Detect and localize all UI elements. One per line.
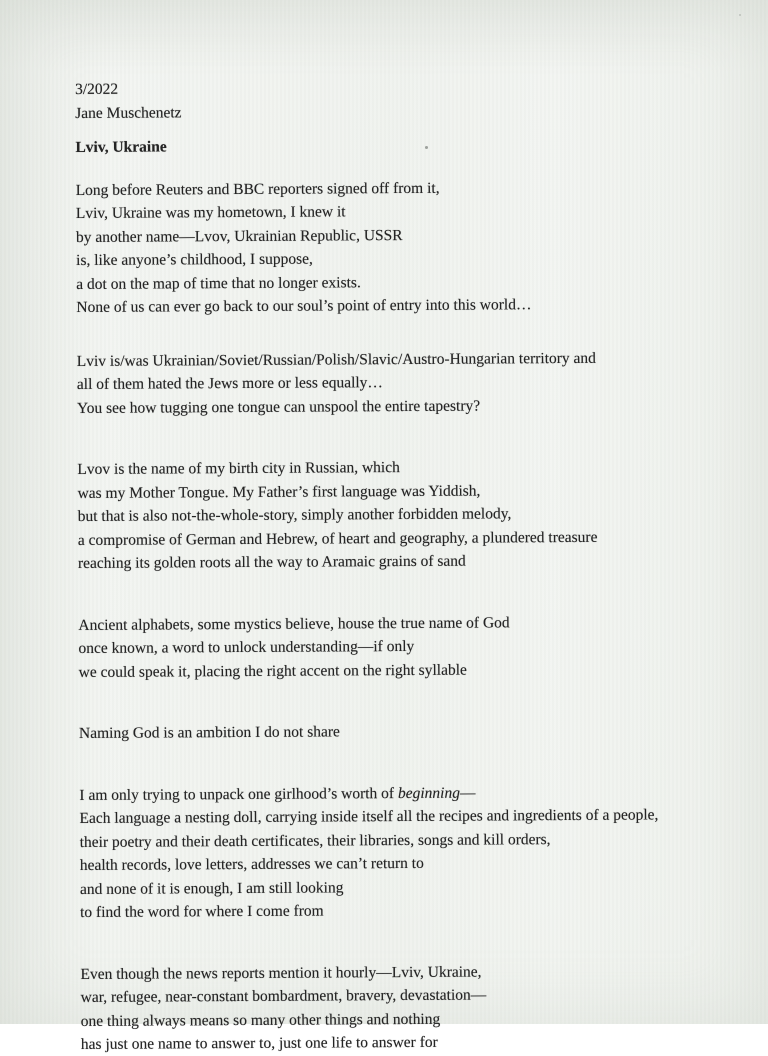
stanza — [79, 718, 739, 746]
poem-line: once known, a word to unlock understanding—if only — [78, 637, 415, 657]
stanza — [77, 345, 737, 420]
stanza — [79, 779, 740, 924]
poem-author: Jane Muschenetz — [75, 103, 182, 122]
poem-line: Lviv is/was Ukrainian/Soviet/Russian/Polish/Slavic/Austro-Hungarian territory and — [76, 349, 596, 370]
poem-line: war, refugee, near-constant bombardment, bravery, devastation— — [80, 986, 487, 1006]
poem-date: 3/2022 — [75, 80, 119, 98]
poem-line: Naming God is an ambition I do not share — [78, 723, 340, 742]
poem-line: and none of it is enough, I am still looking — [79, 878, 344, 898]
stanza — [78, 609, 738, 684]
poem-line: reaching its golden roots all the way to Aramaic grains of sand — [77, 552, 466, 572]
poem-line: Ancient alphabets, some mystics believe, house the true name of God — [78, 613, 510, 634]
poem-line: health records, love letters, addresses we can’t return to — [79, 854, 424, 874]
poem-line: was my Mother Tongue. My Father’s first language was Yiddish, — [77, 482, 481, 502]
stanza — [77, 454, 738, 576]
poem-body — [76, 174, 741, 1056]
poem-document — [75, 74, 741, 1056]
poem-line: all of them hated the Jews more or less equally… — [76, 374, 383, 393]
emphasized-word: beginning — [397, 784, 460, 802]
poem-line: Even though the news reports mention it hourly—Lviv, Ukraine, — [80, 963, 482, 983]
poem-line: a dot on the map of time that no longer exists. — [76, 273, 361, 293]
poem-line: we could speak it, placing the right accent on the right syllable — [78, 661, 467, 681]
poem-line: is, like anyone’s childhood, I suppose, — [76, 250, 313, 269]
scan-speck — [739, 14, 741, 16]
poem-line: None of us can ever go back to our soul’s point of entry into this world… — [76, 296, 532, 316]
poem-line: but that is also not-the-whole-story, simply another forbidden melody, — [77, 505, 512, 525]
poem-line: one thing always means so many other things and nothing — [80, 1010, 441, 1030]
poem-line: Long before Reuters and BBC reporters signed off from it, — [75, 179, 440, 199]
scan-speck — [425, 146, 428, 149]
stanza — [76, 174, 737, 319]
stanza — [80, 958, 741, 1056]
poem-line: has just one name to answer to, just one life to answer for — [80, 1033, 438, 1053]
poem-line: by another name—Lvov, Ukrainian Republic, USSR — [75, 226, 403, 246]
poem-line: a compromise of German and Hebrew, of heart and geography, a plundered treasure — [77, 528, 598, 549]
poem-line: Each language a nesting doll, carrying inside itself all the recipes and ingredients of a people, — [79, 806, 659, 827]
poem-line: I am only trying to unpack one girlhood’s worth of beginning— — [79, 784, 476, 804]
poem-title: Lviv, Ukraine — [75, 138, 167, 156]
poem-line: to find the word for where I come from — [80, 902, 324, 921]
poem-line: You see how tugging one tongue can unspool the entire tapestry? — [76, 397, 481, 417]
poem-line: Lviv, Ukraine was my hometown, I knew it — [75, 203, 346, 222]
poem-line: Lvov is the name of my birth city in Russian, which — [77, 459, 400, 478]
poem-line: their poetry and their death certificates, their libraries, songs and kill orders, — [79, 830, 551, 851]
